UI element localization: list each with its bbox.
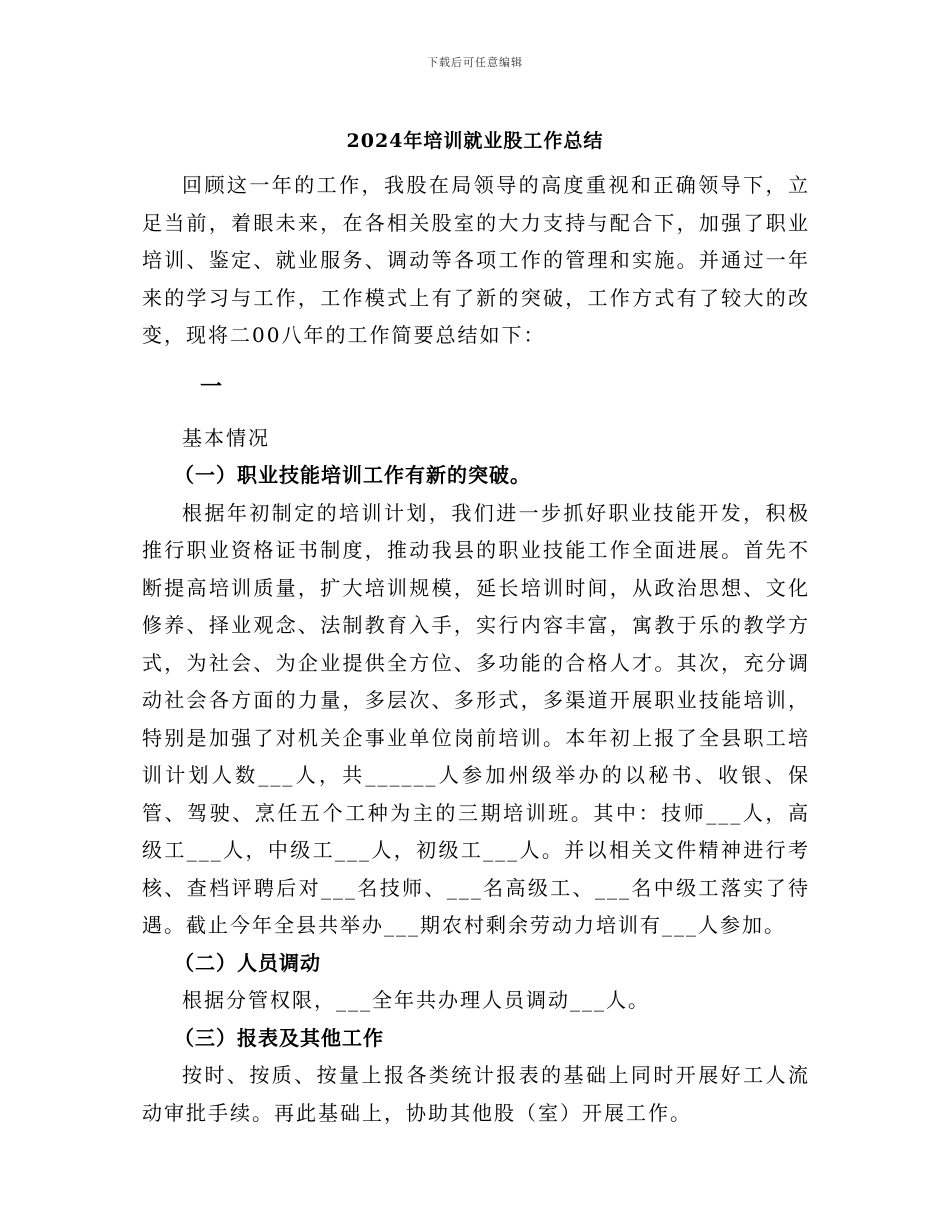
subsection-body-3: 按时、按质、按量上报各类统计报表的基础上同时开展好工人流动审批手续。再此基础上，协助其他股（室）开展工作。 bbox=[142, 1063, 810, 1125]
subsection-body-1: 根据年初制定的培训计划，我们进一步抓好职业技能开发，积极推行职业资格证书制度，推动我县的职业技能工作全面进展。首先不断提高培训质量，扩大培训规模，延长培训时间，从政治思想、文化修养、择业观念、法制教育入手，实行内容丰富，寓教于乐的教学方式，为社会、为企业提供全方位、多功能的合格人才。其次，充分调动社会各方面的力量，多层次、多形式，多渠道开展职业技能培训，特别是加强了对机关企事业单位岗前培训。本年初上报了全县职工培训计划人数___人，共______人参加州级举办的以秘书、收银、保管、驾驶、烹任五个工种为主的三期培训班。其中：技师___人，高级工___人，中级工___人，初级工___人。并以相关文件精神进行考核、查档评聘后对___名技师、___名高级工、___名中级工落实了待遇。截止今年全县共举办___期农村剩余劳动力培训有___人参加。 bbox=[142, 500, 810, 937]
subsection-title-3: （三）报表及其他工作 bbox=[174, 1025, 384, 1050]
subsection-title-2: （二）人员调动 bbox=[174, 950, 321, 975]
document-body bbox=[142, 167, 810, 1132]
section-number: 一 bbox=[200, 373, 223, 400]
subsection-title-1: （一）职业技能培训工作有新的突破。 bbox=[174, 463, 531, 487]
page-header-note: 下载后可任意编辑 bbox=[427, 56, 523, 69]
document-title: 2024年培训就业股工作总结 bbox=[346, 130, 604, 152]
intro-paragraph: 回顾这一年的工作，我股在局领导的高度重视和正确领导下，立足当前，着眼未来，在各相关股室的大力支持与配合下，加强了职业培训、鉴定、就业服务、调动等各项工作的管理和实施。并通过一年来的学习与工作，工作模式上有了新的突破，工作方式有了较大的改变，现将二00八年的工作简要总结如下： bbox=[142, 173, 810, 347]
section-title: 基本情况 bbox=[182, 425, 270, 450]
subsection-body-2: 根据分管权限，___全年共办理人员调动___人。 bbox=[182, 988, 650, 1012]
